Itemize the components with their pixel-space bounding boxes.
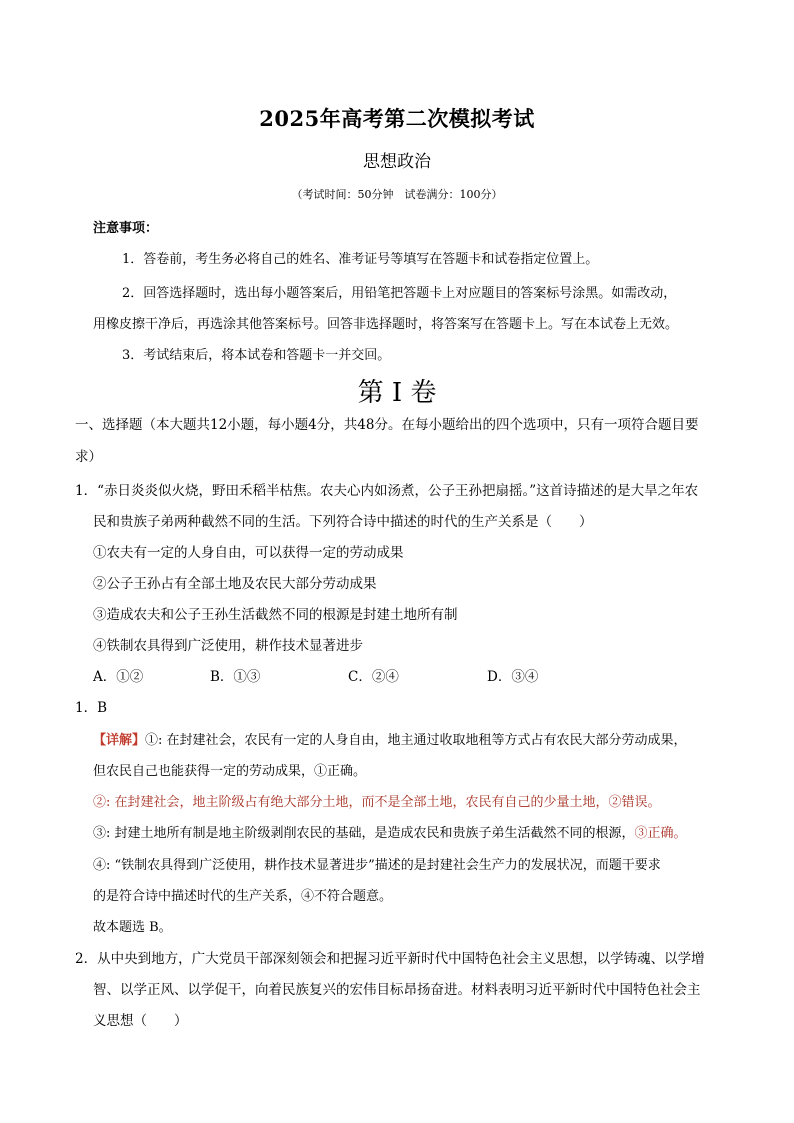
explanation-1-text: ①: 在封建社会，农民有一定的人身自由，地主通过收取地租等方式占有农民大部分劳动成果， bbox=[145, 733, 687, 748]
question-1-option-b: B．①③ bbox=[210, 669, 261, 685]
answer-1-explanation-4: ④: “铁制农具得到广泛使用，耕作技术显著进步”描述的是封建社会生产力的发展状况，而题干要求 bbox=[93, 858, 661, 873]
question-2-stem: 2．从中央到地方，广大党员干部深刻领会和把握习近平新时代中国特色社会主义思想，以学铸魂、以学增 bbox=[75, 951, 705, 967]
notice-heading: 注意事项： bbox=[93, 221, 159, 236]
answer-1-explanation-3 bbox=[93, 822, 687, 841]
question-1-stem: 1．“赤日炎炎似火烧，野田禾稻半枯焦。农夫心内如汤煮，公子王孙把扇摇。”这首诗描述的是大旱之年农 bbox=[75, 483, 699, 499]
answer-1: 1．B bbox=[75, 700, 108, 716]
question-1-statement-1: ①农夫有一定的人身自由，可以获得一定的劳动成果 bbox=[93, 545, 404, 561]
explanation-3-end: ③正确。 bbox=[634, 826, 687, 841]
answer-1-explanation-1-cont: 但农民自己也能获得一定的劳动成果，①正确。 bbox=[93, 764, 367, 779]
section-heading-cont: 求） bbox=[75, 449, 102, 465]
question-1-statement-4: ④铁制农具得到广泛使用，耕作技术显著进步 bbox=[93, 638, 363, 654]
exam-title: 2025年高考第二次模拟考试 bbox=[259, 106, 535, 131]
question-1-stem-cont: 民和贵族子弟两种截然不同的生活。下列符合诗中描述的时代的生产关系是（ ） bbox=[93, 514, 593, 530]
volume-heading: 第 I 卷 bbox=[357, 378, 437, 408]
answer-1-explanation-2: ②: 在封建社会，地主阶级占有绝大部分土地，而不是全部土地，农民有自己的少量土地，②错误。 bbox=[93, 795, 661, 810]
question-1-statement-3: ③造成农夫和公子王孙生活截然不同的根源是封建土地所有制 bbox=[93, 607, 458, 623]
question-1-statement-2: ②公子王孙占有全部土地及农民大部分劳动成果 bbox=[93, 576, 377, 592]
section-heading: 一、选择题（本大题共12小题，每小题4分，共48分。在每小题给出的四个选项中，只有一项符合题目要 bbox=[75, 417, 699, 433]
question-1-option-d: D．③④ bbox=[487, 669, 539, 685]
subject-title: 思想政治 bbox=[363, 152, 431, 172]
question-2-stem-cont-2: 义思想（ ） bbox=[93, 1013, 188, 1029]
detail-tag: 【详解】 bbox=[93, 733, 146, 748]
notice-item-3: 3．考试结束后，将本试卷和答题卡一并交回。 bbox=[122, 348, 391, 363]
notice-item-2-cont: 用橡皮擦干净后，再选涂其他答案标号。回答非选择题时，将答案写在答题卡上。写在本试卷上无效。 bbox=[93, 317, 679, 332]
question-2-stem-cont: 智、以学正风、以学促干，向着民族复兴的宏伟目标昂扬奋进。材料表明习近平新时代中国特色社会主 bbox=[93, 982, 701, 998]
notice-item-1: 1．答卷前，考生务必将自己的姓名、准考证号等填写在答题卡和试卷指定位置上。 bbox=[122, 252, 599, 267]
explanation-3-text: ③: 封建土地所有制是地主阶级剥削农民的基础，是造成农民和贵族子弟生活截然不同的根源， bbox=[93, 826, 635, 841]
answer-1-conclusion: 故本题选 B。 bbox=[93, 920, 172, 935]
notice-item-2: 2．回答选择题时，选出每小题答案后，用铅笔把答题卡上对应题目的答案标号涂黑。如需改动， bbox=[122, 286, 677, 301]
answer-1-explanation-4-cont: 的是符合诗中描述时代的生产关系，④不符合题意。 bbox=[93, 889, 393, 904]
question-1-option-a: A．①② bbox=[93, 669, 144, 685]
answer-1-explanation-1 bbox=[93, 729, 687, 748]
exam-info: （考试时间：50分钟 试卷满分：100分） bbox=[291, 188, 503, 201]
question-1-option-c: C．②④ bbox=[348, 669, 399, 685]
